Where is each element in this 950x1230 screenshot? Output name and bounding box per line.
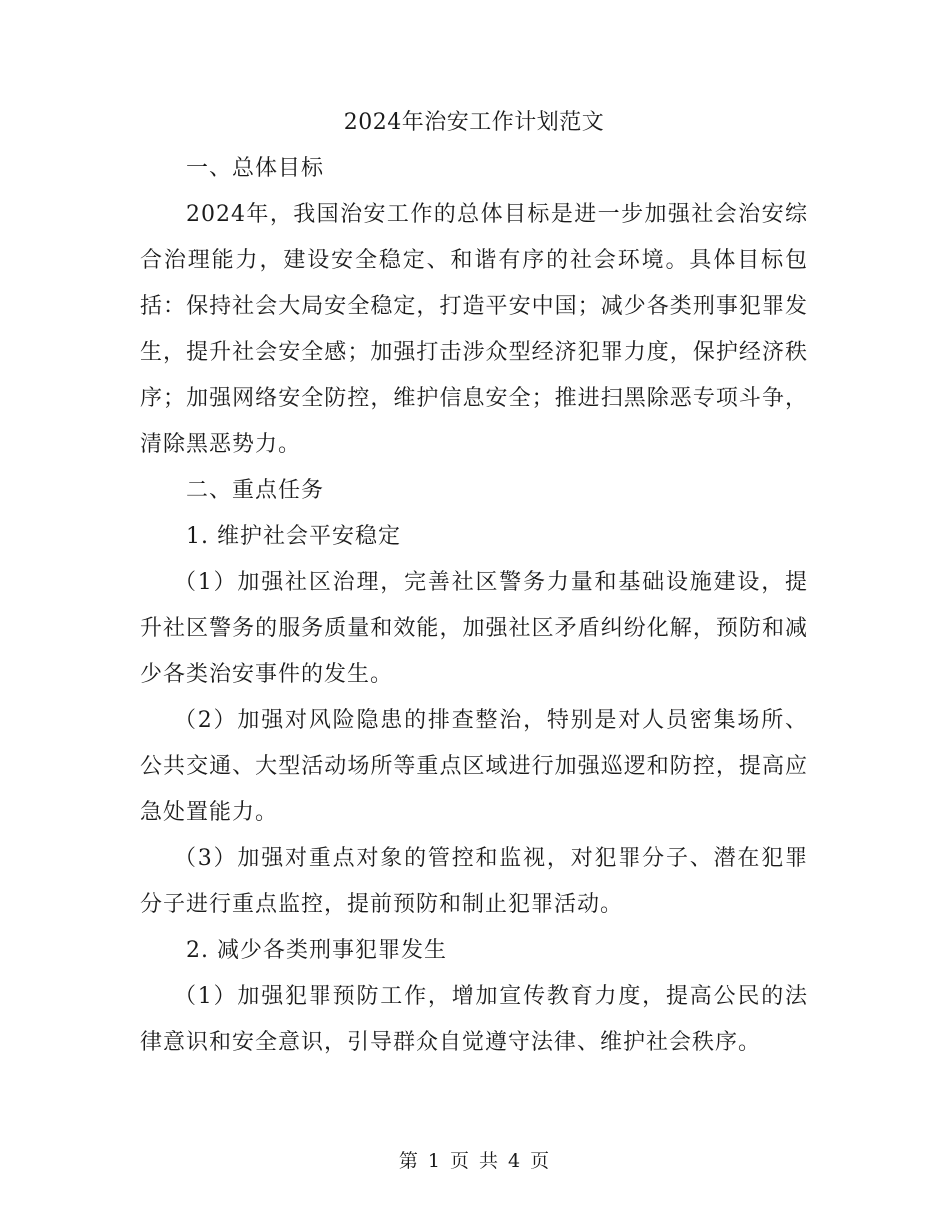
- section-heading-key-tasks: 二、重点任务: [186, 478, 325, 503]
- paragraph-task-1-3: （3）加强对重点对象的管控和监视，对犯罪分子、潜在犯罪分子进行重点监控，提前预防和制止犯罪活动。: [140, 846, 808, 917]
- paragraph-task-2-1: （1）加强犯罪预防工作，增加宣传教育力度，提高公民的法律意识和安全意识，引导群众自觉遵守法律、维护社会秩序。: [140, 984, 808, 1055]
- subheading-reduce-crime: 2. 减少各类刑事犯罪发生: [186, 938, 447, 963]
- page-number-footer: 第 1 页 共 4 页: [398, 1150, 552, 1172]
- document-body: [140, 100, 808, 1066]
- paragraph-task-1-2: （2）加强对风险隐患的排查整治，特别是对人员密集场所、公共交通、大型活动场所等重点区域进行加强巡逻和防控，提高应急处置能力。: [140, 708, 808, 825]
- document-title: 2024年治安工作计划范文: [343, 110, 605, 135]
- paragraph-overall-goal: 2024年，我国治安工作的总体目标是进一步加强社会治安综合治理能力，建设安全稳定、和谐有序的社会环境。具体目标包括：保持社会大局安全稳定，打造平安中国；减少各类刑事犯罪发生，提升社会安全感；加强打击涉众型经济犯罪力度，保护经济秩序；加强网络安全防控，维护信息安全；推进扫黑除恶专项斗争，清除黑恶势力。: [140, 202, 808, 457]
- section-heading-overall-goal: 一、总体目标: [186, 156, 325, 181]
- subheading-maintain-stability: 1. 维护社会平安稳定: [186, 524, 401, 549]
- paragraph-task-1-1: （1）加强社区治理，完善社区警务力量和基础设施建设，提升社区警务的服务质量和效能，加强社区矛盾纠纷化解，预防和减少各类治安事件的发生。: [140, 570, 808, 687]
